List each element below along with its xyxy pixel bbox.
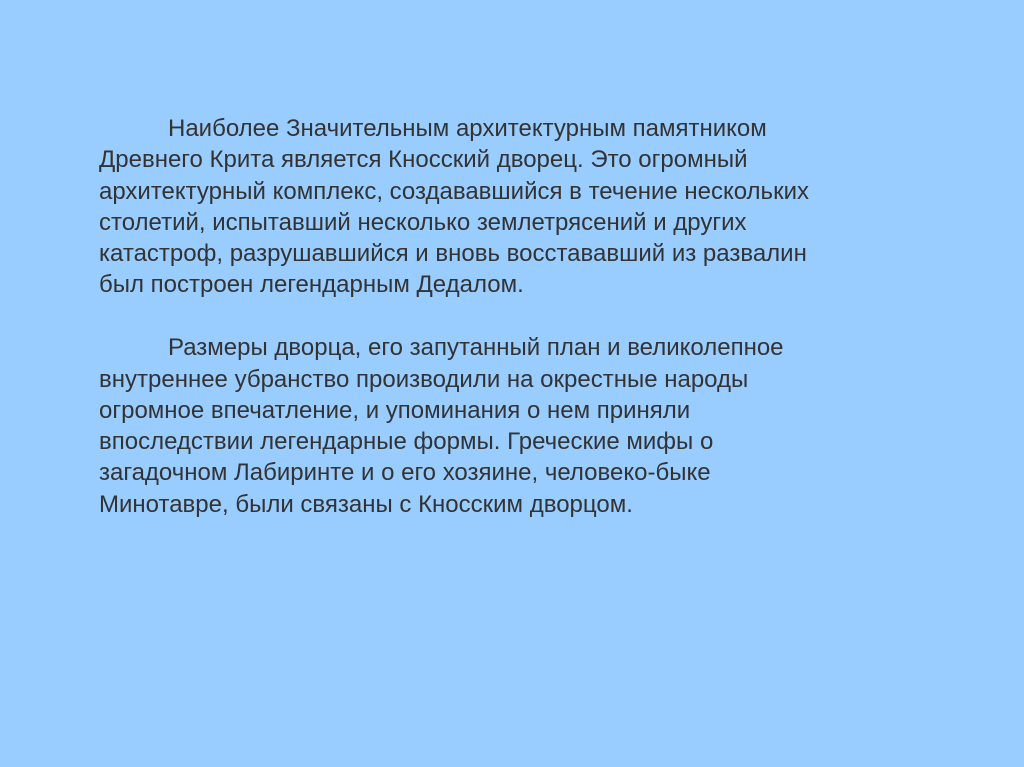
text-line: Минотавре, были связаны с Кносским дворцом. — [99, 490, 633, 518]
text-line: впоследствии легендарные формы. Греческие мифы о — [99, 428, 714, 456]
paragraph-labyrinth-myth — [99, 332, 979, 520]
text-line: огромное впечатление, и упоминания о нем приняли — [99, 396, 691, 424]
text-line: Размеры дворца, его запутанный план и великолепное — [168, 334, 784, 362]
text-line: Древнего Крита является Кносский дворец. Это огромный — [99, 146, 748, 174]
text-line: архитектурный комплекс, создававшийся в течение нескольких — [99, 177, 809, 205]
paragraph-knossos-palace — [99, 113, 979, 301]
text-line: внутреннее убранство производили на окрестные народы — [99, 365, 749, 393]
text-line: был построен легендарным Дедалом. — [99, 271, 524, 299]
text-line: столетий, испытавший несколько землетрясений и других — [99, 208, 747, 236]
text-line: Наиболее Значительным архитектурным памятником — [168, 115, 767, 142]
slide-body — [99, 113, 979, 520]
text-line: загадочном Лабиринте и о его хозяине, человеко-быке — [99, 459, 711, 487]
text-line: катастроф, разрушавшийся и вновь восстававший из развалин — [99, 240, 807, 268]
